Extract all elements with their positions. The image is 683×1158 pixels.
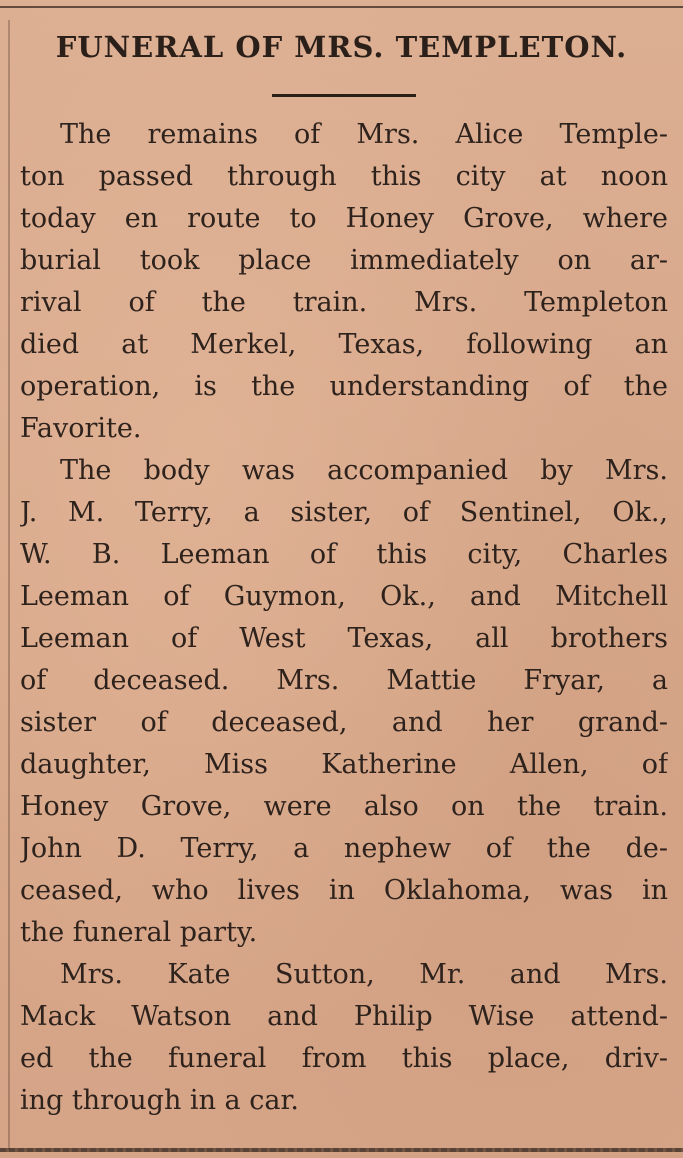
body-line: rival of the train. Mrs. Templeton <box>20 287 668 318</box>
body-line: sister of deceased, and her grand- <box>20 707 668 738</box>
body-line: ing through in a car. <box>20 1085 299 1116</box>
body-line: ed the funeral from this place, driv- <box>20 1043 668 1074</box>
body-line: today en route to Honey Grove, where <box>20 203 668 234</box>
body-line: Mack Watson and Philip Wise attend- <box>20 1001 668 1032</box>
body-line: The remains of Mrs. Alice Temple- <box>60 119 668 150</box>
bottom-rule <box>0 1148 683 1152</box>
body-line: Honey Grove, were also on the train. <box>20 791 668 822</box>
body-line: The body was accompanied by Mrs. <box>60 455 668 486</box>
body-line: died at Merkel, Texas, following an <box>20 329 668 360</box>
column-left-rule <box>8 20 10 1150</box>
body-line: J. M. Terry, a sister, of Sentinel, Ok., <box>20 497 668 528</box>
body-line: Favorite. <box>20 413 142 444</box>
headline: FUNERAL OF MRS. TEMPLETON. <box>55 30 628 64</box>
body-line: operation, is the understanding of the <box>20 371 668 402</box>
body-line: ton passed through this city at noon <box>20 161 668 192</box>
body-line: Leeman of Guymon, Ok., and Mitchell <box>20 581 668 612</box>
body-line: Mrs. Kate Sutton, Mr. and Mrs. <box>60 959 668 990</box>
body-line: John D. Terry, a nephew of the de- <box>20 833 668 864</box>
top-rule <box>0 6 683 8</box>
body-line: burial took place immediately on ar- <box>20 245 668 276</box>
headline-divider <box>272 94 416 97</box>
body-line: daughter, Miss Katherine Allen, of <box>20 749 668 780</box>
body-line: W. B. Leeman of this city, Charles <box>20 539 668 570</box>
body-line: ceased, who lives in Oklahoma, was in <box>20 875 668 906</box>
body-line: the funeral party. <box>20 917 258 948</box>
body-line: Leeman of West Texas, all brothers <box>20 623 668 654</box>
body-line: of deceased. Mrs. Mattie Fryar, a <box>20 665 668 696</box>
